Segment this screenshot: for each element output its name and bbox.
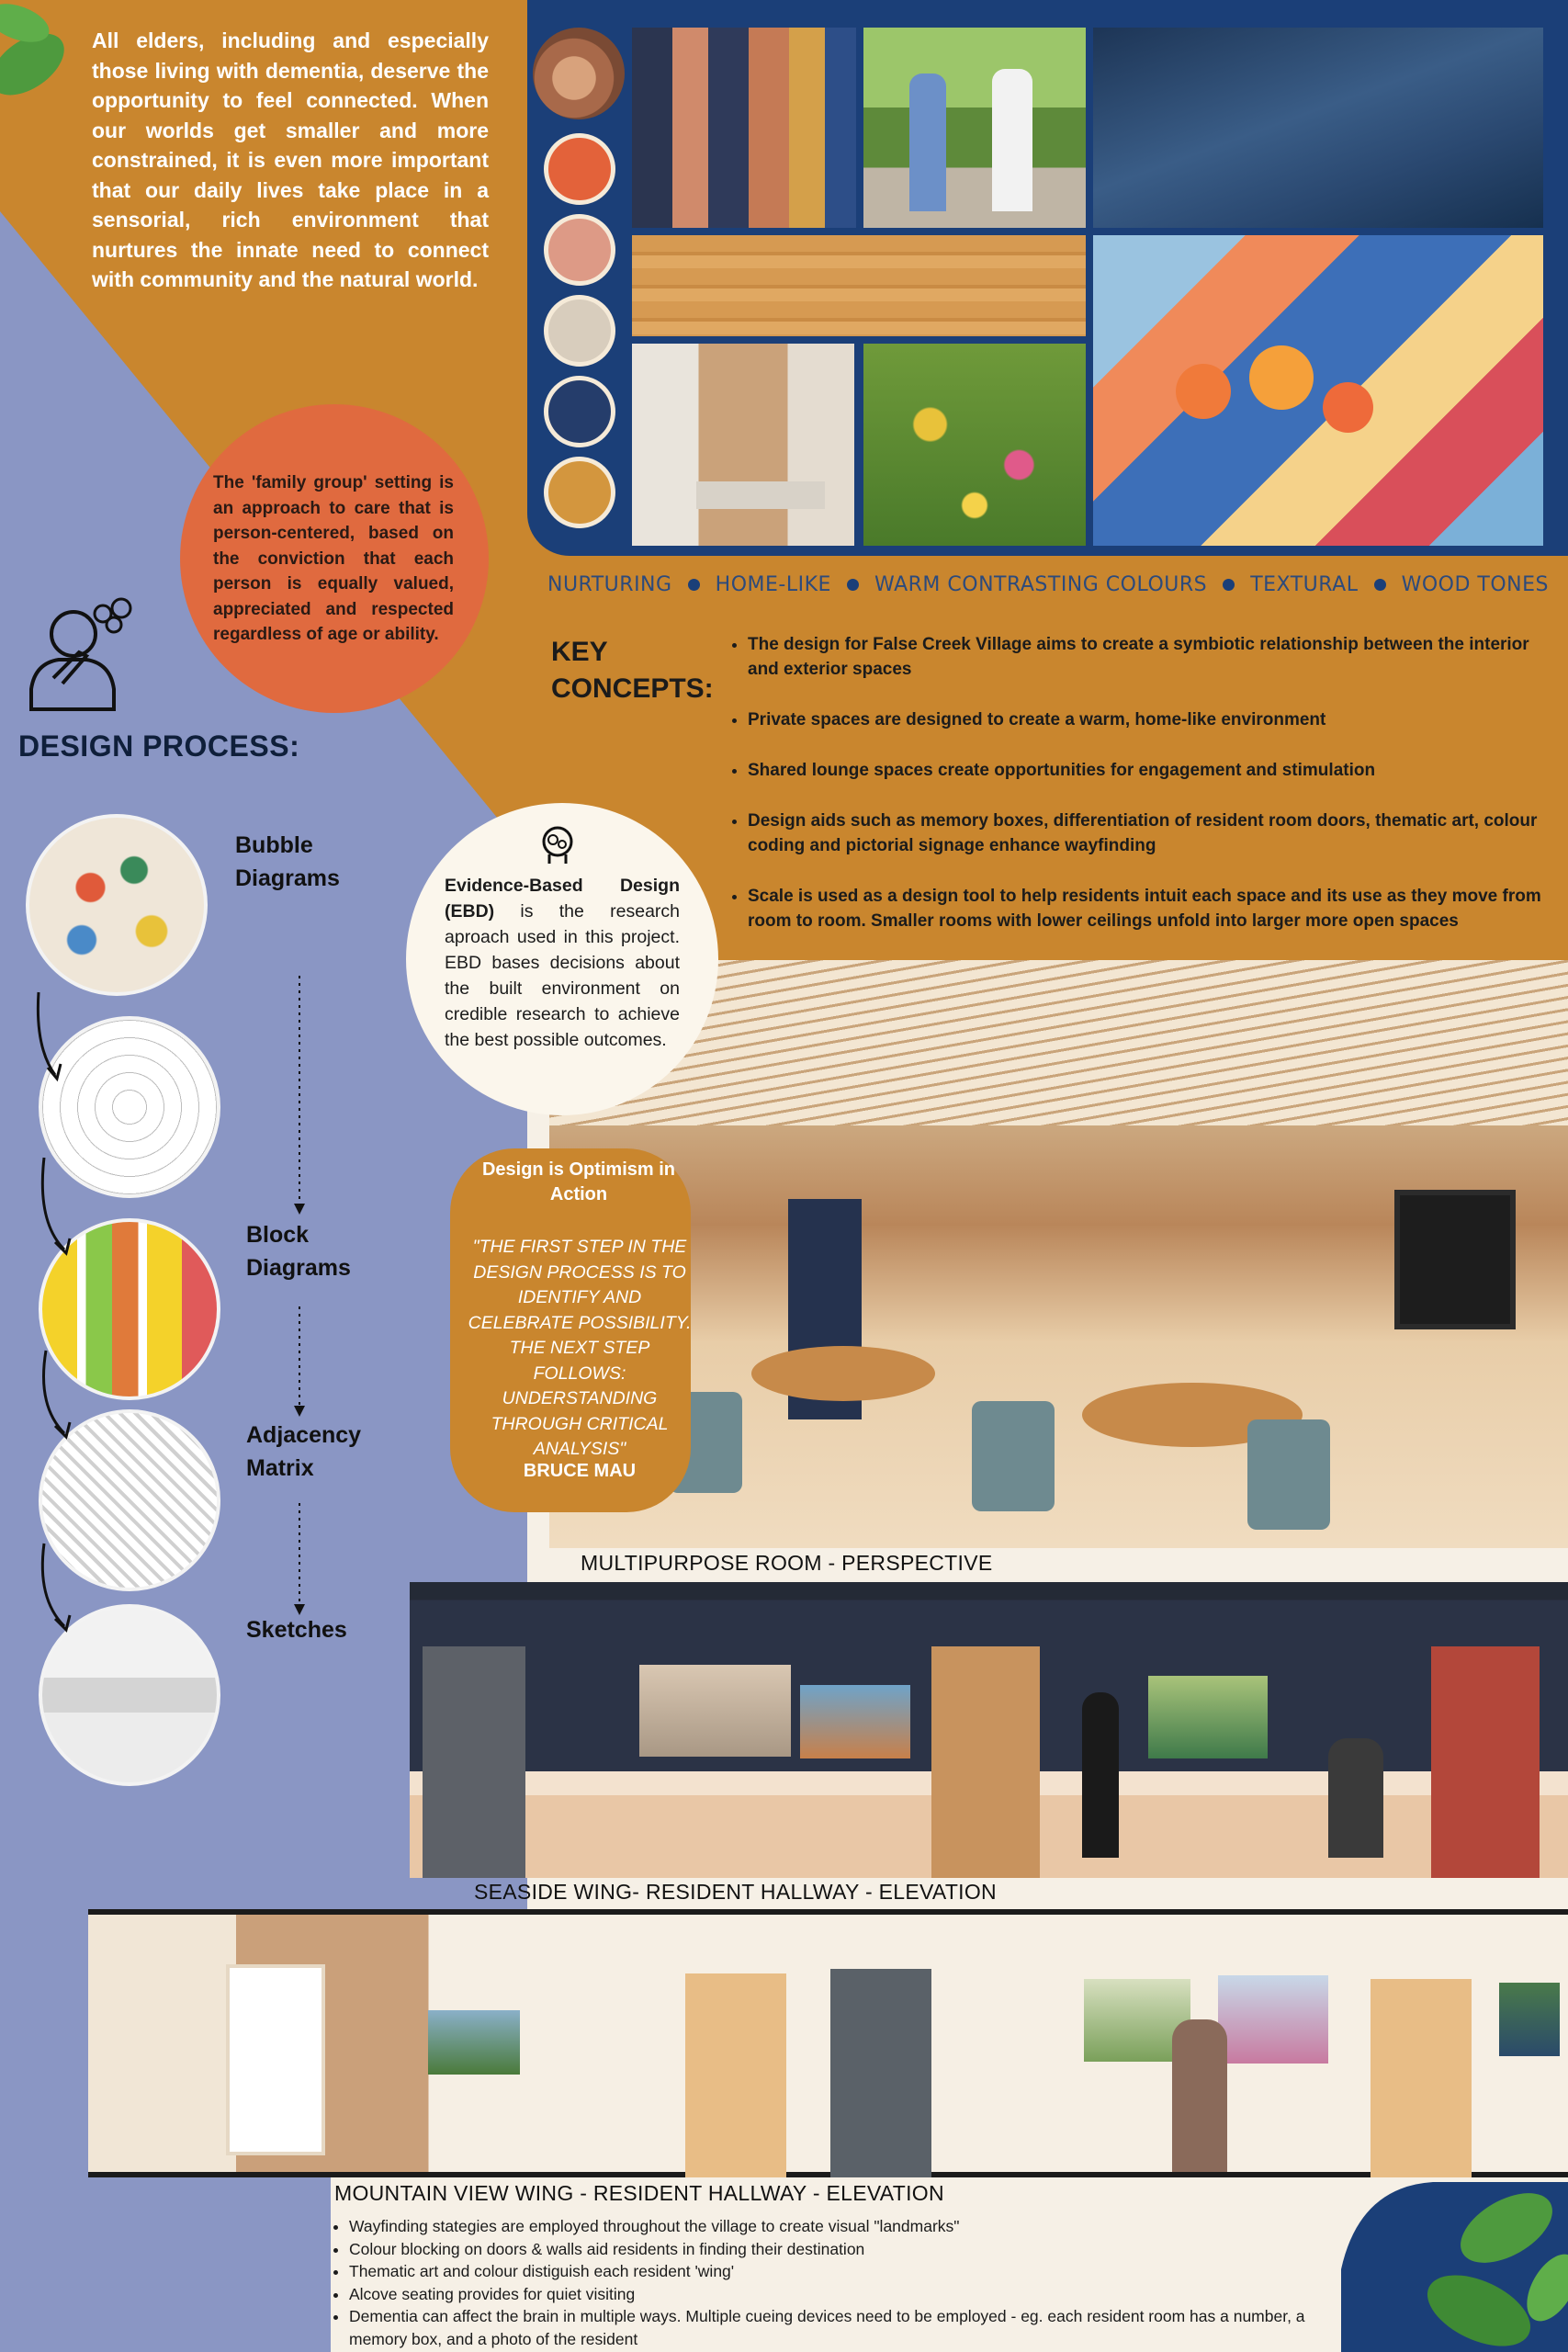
bullet-dot bbox=[688, 579, 700, 591]
key-concepts-title bbox=[551, 634, 714, 707]
list-item: • Dementia can affect the brain in multiple ways. Multiple cueing devices need to be employed - eg. each resident room has a number, a memory box, and a photo of the resident bbox=[349, 2305, 1359, 2350]
garden-photo bbox=[863, 344, 1086, 546]
keyword: HOME-LIKE bbox=[715, 572, 831, 596]
list-item: • Colour blocking on doors & walls aid residents in finding their destination bbox=[349, 2238, 1359, 2261]
list-item: • Private spaces are designed to create a warm, home-like environment bbox=[748, 707, 1558, 732]
mountain-view-elevation bbox=[88, 1909, 1568, 2177]
ebd-description: is the research aproach used in this project. EBD bases decisions about the built environment on credible research to achieve the best possible outcomes. bbox=[445, 901, 680, 1050]
process-arrows bbox=[28, 974, 321, 1672]
interior-bench-photo bbox=[632, 344, 854, 546]
hands-photo bbox=[533, 28, 625, 119]
multipurpose-caption: MULTIPURPOSE ROOM - PERSPECTIVE bbox=[581, 1551, 993, 1575]
color-swatch bbox=[544, 133, 615, 205]
mountain-caption: MOUNTAIN VIEW WING - RESIDENT HALLWAY - ELEVATION bbox=[334, 2181, 944, 2205]
quote-author: BRUCE MAU bbox=[523, 1461, 637, 1481]
keyword: WARM CONTRASTING COLOURS bbox=[874, 572, 1208, 596]
keyword: TEXTURAL bbox=[1250, 572, 1359, 596]
seaside-caption: SEASIDE WING- RESIDENT HALLWAY - ELEVATION bbox=[474, 1880, 997, 1904]
family-group-text: The 'family group' setting is an approach to care that is person-centered, based on the conviction that each person is equally valued, appreciated and respected regardless of age or ability. bbox=[213, 473, 454, 644]
thinking-person-icon bbox=[26, 597, 136, 712]
seniors-walking-photo bbox=[863, 28, 1086, 228]
process-step-label: Bubble Diagrams bbox=[235, 832, 340, 891]
bamboo-wood-photo bbox=[632, 235, 1086, 336]
water-photo bbox=[1093, 28, 1543, 228]
list-item: • Design aids such as memory boxes, differentiation of resident room doors, thematic art, colour coding and pictorial signage enhance wayfinding bbox=[748, 808, 1558, 858]
quote-text: "THE FIRST STEP IN THE DESIGN PROCESS IS TO IDENTIFY AND CELEBRATE POSSIBILITY. THE NEXT STEP FOLLOWS: UNDERSTANDING THROUGH CRITICAL ANALYSIS" bbox=[468, 1237, 692, 1459]
keywords-row bbox=[547, 568, 1549, 601]
still-life-painting-photo bbox=[1093, 235, 1543, 546]
fabric-samples-photo bbox=[632, 28, 856, 228]
bullet-dot bbox=[1374, 579, 1386, 591]
list-item: • The design for False Creek Village aims to create a symbiotic relationship between the interior and exterior spaces bbox=[748, 632, 1558, 682]
bullet-dot bbox=[847, 579, 859, 591]
keyword: WOOD TONES bbox=[1401, 572, 1549, 596]
quote-title: Design is Optimism in Action bbox=[481, 1159, 676, 1204]
bubble-diagram-image bbox=[26, 814, 208, 996]
moodboard-panel bbox=[527, 0, 1568, 556]
process-step-label: Sketches bbox=[246, 1617, 347, 1643]
key-concepts-title-line: CONCEPTS: bbox=[551, 673, 714, 704]
keyword: NURTURING bbox=[547, 572, 672, 596]
key-concepts-title-line: KEY bbox=[551, 637, 608, 667]
list-item: • Thematic art and colour distiguish each resident 'wing' bbox=[349, 2260, 1359, 2283]
color-swatch bbox=[544, 214, 615, 286]
list-item: • Shared lounge spaces create opportunities for engagement and stimulation bbox=[748, 758, 1558, 783]
head-gears-icon bbox=[536, 823, 579, 865]
process-step-label: Adjacency Matrix bbox=[246, 1422, 362, 1481]
color-swatch bbox=[544, 457, 615, 528]
color-swatch bbox=[544, 376, 615, 447]
ebd-paragraph bbox=[445, 873, 680, 1053]
list-item: • Alcove seating provides for quiet visiting bbox=[349, 2283, 1359, 2306]
bullet-dot bbox=[1223, 579, 1235, 591]
color-swatch bbox=[544, 295, 615, 367]
list-item: • Scale is used as a design tool to help residents intuit each space and its use as they move from room to room. Smaller rooms with lower ceilings unfold into larger more open spaces bbox=[748, 884, 1558, 933]
process-step-label: Block Diagrams bbox=[246, 1222, 351, 1281]
multipurpose-room-render bbox=[549, 960, 1568, 1548]
design-process-title: DESIGN PROCESS: bbox=[18, 729, 300, 763]
seaside-wing-elevation bbox=[410, 1582, 1568, 1878]
intro-paragraph: All elders, including and especially those living with dementia, deserve the opportunity to feel connected. When our worlds get smaller and more constrained, it is even more important that our daily lives take place in a sensorial, rich environment that nurtures the innate need to connect with community and the natural world. bbox=[92, 28, 489, 291]
wayfinding-list bbox=[331, 2215, 1359, 2350]
key-concepts-list bbox=[731, 632, 1558, 959]
list-item: • Wayfinding stategies are employed throughout the village to create visual "landmarks" bbox=[349, 2215, 1359, 2238]
ebd-term: Evidence-Based Design (EBD) bbox=[445, 876, 680, 922]
